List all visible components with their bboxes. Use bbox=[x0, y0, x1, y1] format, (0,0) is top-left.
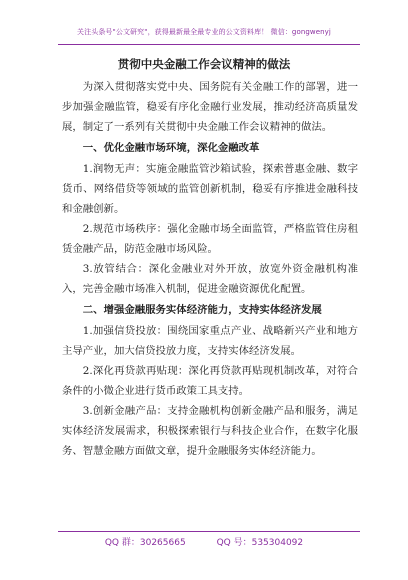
intro-paragraph: 为深入贯彻落实党中央、国务院有关金融工作的部署，进一步加强金融监管，稳妥有序化金融行业发展，推动经济高质量发展，制定了一系列有关贯彻中央金融工作会议精神的做法。 bbox=[62, 81, 358, 133]
footer-qq-group: QQ 群：30265665 bbox=[104, 538, 186, 548]
section-1-item-1: 1.润物无声：实施金融监管沙箱试验，探索普惠金融、数字货币、网络借贷等领域的监管创新机制，稳妥有序推进金融科技和金融创新。 bbox=[62, 163, 358, 215]
footer-divider bbox=[58, 531, 360, 532]
document-title: 贯彻中央金融工作会议精神的做法 bbox=[117, 57, 291, 71]
section-2-item-1: 1.加强信贷投放：围绕国家重点产业、战略新兴产业和地方主导产业，加大信贷投放力度，支持实体经济发展。 bbox=[62, 325, 358, 357]
section-1-item-3: 3.放管结合：深化金融业对外开放，放宽外资金融机构准入，完善金融市场准入机制，促进金融资源优化配置。 bbox=[62, 263, 358, 295]
footer-qq-number: QQ 号：535304092 bbox=[216, 538, 304, 548]
top-banner: 关注头条号"公文研究"，获得最新最全最专业的公文资料库！ 微信：gongwenyj bbox=[77, 28, 331, 36]
section-2-item-3: 3.创新金融产品：支持金融机构创新金融产品和服务，满足实体经济发展需求，积极探索银行与科技企业合作，在数字化服务、智慧金融方面做文章，提升金融服务实体经济能力。 bbox=[62, 405, 358, 457]
section-2-item-2: 2.深化再贷款再贴现：深化再贷款再贴现机制改革，对符合条件的小微企业进行货币政策工具支持。 bbox=[62, 365, 358, 397]
document-body bbox=[62, 77, 358, 461]
header-divider bbox=[58, 44, 360, 45]
footer bbox=[0, 535, 408, 548]
section-1-item-2: 2.规范市场秩序：强化金融市场全面监管，严格监管住房租赁金融产品，防范金融市场风险。 bbox=[62, 223, 358, 255]
section-1-heading: 一、优化金融市场环境，深化金融改革 bbox=[82, 142, 260, 154]
section-2-heading: 二、增强金融服务实体经济能力，支持实体经济发展 bbox=[82, 304, 322, 316]
